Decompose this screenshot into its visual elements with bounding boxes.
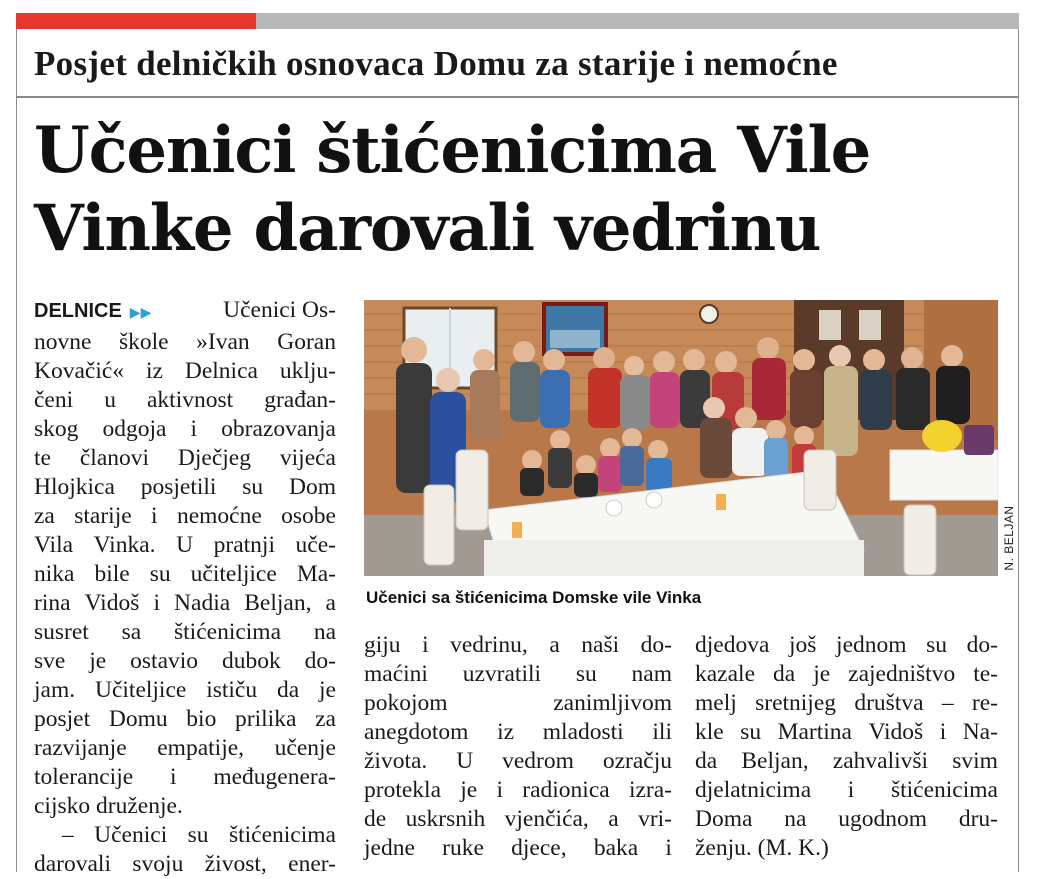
word: da — [773, 661, 796, 687]
word: su — [575, 661, 597, 687]
word: »Ivan — [196, 329, 250, 355]
word: te- — [973, 661, 998, 687]
photo-credit-text: N. BELJAN — [1002, 505, 1016, 571]
word: kazale — [695, 661, 756, 687]
word: Doma — [695, 806, 753, 832]
article-line — [34, 473, 336, 502]
article-line — [34, 763, 336, 792]
word: je — [460, 777, 478, 803]
word: Učenici — [94, 822, 168, 848]
word: štićenicima — [890, 777, 998, 803]
word: Dječjeg — [177, 445, 251, 471]
article-line — [34, 502, 336, 531]
word: i — [847, 777, 855, 803]
word: je — [813, 661, 831, 687]
word: ističu — [206, 677, 258, 703]
word: maćini — [364, 661, 428, 687]
word: bile — [94, 561, 130, 587]
article-line — [364, 776, 672, 805]
article-line — [34, 531, 336, 560]
word: i — [169, 764, 177, 790]
word: međugenera- — [213, 764, 336, 790]
word: zanimljivom — [553, 690, 672, 716]
word: – — [941, 690, 954, 716]
word: uskrsnih — [405, 806, 486, 832]
article-line — [364, 834, 672, 863]
article-line — [364, 747, 672, 776]
word: je — [89, 648, 107, 674]
article-line — [364, 805, 672, 834]
word: dru- — [958, 806, 998, 832]
word: novne — [34, 329, 92, 355]
word: susret — [34, 619, 89, 645]
article-line — [34, 357, 336, 386]
dateline-group — [34, 296, 159, 328]
photo-credit — [998, 500, 1020, 576]
word: razvijanje — [34, 735, 127, 761]
word: svoju — [132, 851, 184, 877]
word: darovali — [34, 851, 111, 877]
article-line — [364, 631, 672, 660]
article-column-3 — [695, 631, 998, 863]
group-photo-illustration — [364, 300, 998, 576]
word: Vinka. — [93, 532, 156, 558]
word: vijeća — [279, 445, 336, 471]
word: Na- — [962, 719, 998, 745]
word: dubok — [221, 648, 281, 674]
word: štićenicima — [174, 619, 282, 645]
word: baka — [593, 835, 639, 861]
word: Goran — [277, 329, 336, 355]
word: Vidoš — [84, 590, 140, 616]
word: empatije, — [157, 735, 245, 761]
article-line — [34, 850, 336, 879]
article-column-2 — [364, 631, 672, 863]
word: uzvratili — [462, 661, 542, 687]
word: društva — [854, 690, 924, 716]
word: Hlojkica — [34, 474, 115, 500]
article-line — [34, 676, 336, 705]
article-line — [34, 589, 336, 618]
word: Domu — [108, 706, 168, 732]
word: na — [784, 806, 807, 832]
word: a — [325, 590, 336, 616]
word: te — [34, 445, 51, 471]
word: djedova — [695, 632, 770, 658]
word: i — [151, 503, 158, 529]
word: jednom — [836, 632, 907, 658]
word: naši — [581, 632, 620, 658]
article-headline — [34, 112, 1014, 268]
word: za — [34, 503, 55, 529]
article-line — [695, 660, 998, 689]
word: obrazovanja — [221, 416, 336, 442]
word: aktivnost — [146, 387, 234, 413]
word: vri- — [638, 806, 672, 832]
word: iz — [497, 719, 515, 745]
article-line — [695, 776, 998, 805]
word: uklju- — [279, 358, 336, 384]
photo-caption: Učenici sa štićenicima Domske vile Vinka — [366, 588, 702, 607]
word: da — [695, 748, 718, 774]
word: re- — [971, 690, 998, 716]
word: je — [319, 677, 336, 703]
word: i — [422, 632, 429, 658]
word: de — [364, 806, 387, 832]
word: jam. — [34, 677, 76, 703]
headline-line-2: Vinke darovali vedrinu — [34, 191, 821, 266]
word: zajedništvo — [848, 661, 956, 687]
word: tolerancije — [34, 764, 134, 790]
word: ozračju — [602, 748, 672, 774]
word: bio — [186, 706, 217, 732]
word: Dom — [289, 474, 336, 500]
article-line — [34, 415, 336, 444]
word: građan- — [264, 387, 336, 413]
word: uče- — [295, 532, 336, 558]
word: Martina — [777, 719, 852, 745]
headline-line-1: Učenici štićenicima Vile — [34, 113, 871, 188]
word: osobe — [281, 503, 336, 529]
word: vjenčića, — [504, 806, 589, 832]
word: vedrom — [502, 748, 574, 774]
word: i — [665, 835, 672, 861]
word: Nadia — [174, 590, 231, 616]
word: kle — [695, 719, 724, 745]
word: posjetili — [140, 474, 217, 500]
word: su — [187, 822, 209, 848]
word: izra- — [628, 777, 672, 803]
word: a — [549, 632, 560, 658]
word: protekla — [364, 777, 441, 803]
article-line — [34, 560, 336, 589]
word: anegdotom — [364, 719, 469, 745]
word: sretnijeg — [755, 690, 837, 716]
word: Vila — [34, 532, 74, 558]
word: giju — [364, 632, 401, 658]
word: U — [176, 532, 194, 558]
article-line — [34, 647, 336, 676]
word: prilika — [235, 706, 297, 732]
article-line — [34, 618, 336, 647]
word: radionica — [522, 777, 610, 803]
word: rina — [34, 590, 71, 616]
first-line-text: Učenici Os- — [223, 297, 336, 323]
word: su — [242, 474, 264, 500]
word: učenje — [274, 735, 336, 761]
word: cijsko druženje. — [34, 793, 183, 819]
article-line — [34, 328, 336, 357]
word: iz — [145, 358, 163, 384]
article-line — [34, 386, 336, 415]
article-line — [695, 834, 998, 863]
word: živost, — [204, 851, 267, 877]
article-line — [695, 718, 998, 747]
word: su — [926, 632, 948, 658]
word: Beljan, — [741, 748, 809, 774]
word: ugodnom — [838, 806, 928, 832]
article-line — [34, 734, 336, 763]
section-color-bar — [16, 13, 256, 29]
word: do- — [304, 648, 336, 674]
word: jedne — [364, 835, 415, 861]
article-line — [34, 444, 336, 473]
word: djece, — [511, 835, 567, 861]
word: ženju. (M. K.) — [695, 835, 829, 861]
word: Kovačić« — [34, 358, 125, 384]
word: skog — [34, 416, 79, 442]
word: škole — [119, 329, 169, 355]
word: ili — [652, 719, 672, 745]
word: ener- — [288, 851, 336, 877]
article-line — [695, 631, 998, 660]
article-photo — [364, 300, 998, 576]
article-line — [34, 792, 336, 821]
word: nam — [631, 661, 672, 687]
article-line — [364, 718, 672, 747]
word: pratnji — [213, 532, 275, 558]
word: a — [608, 806, 619, 832]
word: vedrinu, — [450, 632, 528, 658]
word: i — [153, 590, 160, 616]
first-line — [34, 296, 336, 328]
word: su — [740, 719, 762, 745]
word: starije — [74, 503, 132, 529]
word: posjet — [34, 706, 91, 732]
article-line — [695, 805, 998, 834]
word: učiteljice — [190, 561, 277, 587]
word: članovi — [79, 445, 150, 471]
word: Ma- — [296, 561, 336, 587]
word: života. — [364, 748, 428, 774]
word: nika — [34, 561, 75, 587]
word: i — [190, 416, 198, 442]
word: Vidoš — [868, 719, 924, 745]
word: i — [496, 777, 503, 803]
dateline: DELNICE — [34, 300, 122, 322]
article-line — [364, 689, 672, 718]
article-kicker: Posjet delničkih osnovaca Domu za starije i nemoćne — [34, 44, 838, 83]
kicker-divider — [16, 96, 1019, 98]
word: ruke — [442, 835, 484, 861]
word: zahvalivši — [832, 748, 929, 774]
word: štićenicima — [228, 822, 336, 848]
word: djelatnicima — [695, 777, 812, 803]
word: sve — [34, 648, 66, 674]
article-line — [34, 705, 336, 734]
word: u — [104, 387, 116, 413]
word: melj — [695, 690, 737, 716]
article-column-1 — [34, 296, 336, 879]
word: svim — [952, 748, 998, 774]
word: i — [939, 719, 947, 745]
word: Delnica — [184, 358, 258, 384]
word: nemoćne — [176, 503, 262, 529]
double-arrow-icon: ▶▶ — [129, 305, 152, 321]
word: – — [62, 822, 74, 848]
word: da — [276, 677, 300, 703]
word: do- — [966, 632, 998, 658]
word: još — [789, 632, 817, 658]
article-line — [695, 689, 998, 718]
word: mladosti — [542, 719, 624, 745]
word: Učiteljice — [94, 677, 187, 703]
word: Beljan, — [244, 590, 312, 616]
word: za — [315, 706, 336, 732]
article-line — [34, 821, 336, 850]
word: su — [149, 561, 171, 587]
word: na — [313, 619, 336, 645]
article-line — [695, 747, 998, 776]
word: odgoja — [102, 416, 167, 442]
section-gray-bar — [256, 13, 1019, 29]
word: do- — [640, 632, 672, 658]
article-line — [364, 660, 672, 689]
word: U — [456, 748, 474, 774]
word: pokojom — [364, 690, 448, 716]
word: ostavio — [130, 648, 199, 674]
word: sa — [121, 619, 142, 645]
word: čeni — [34, 387, 74, 413]
